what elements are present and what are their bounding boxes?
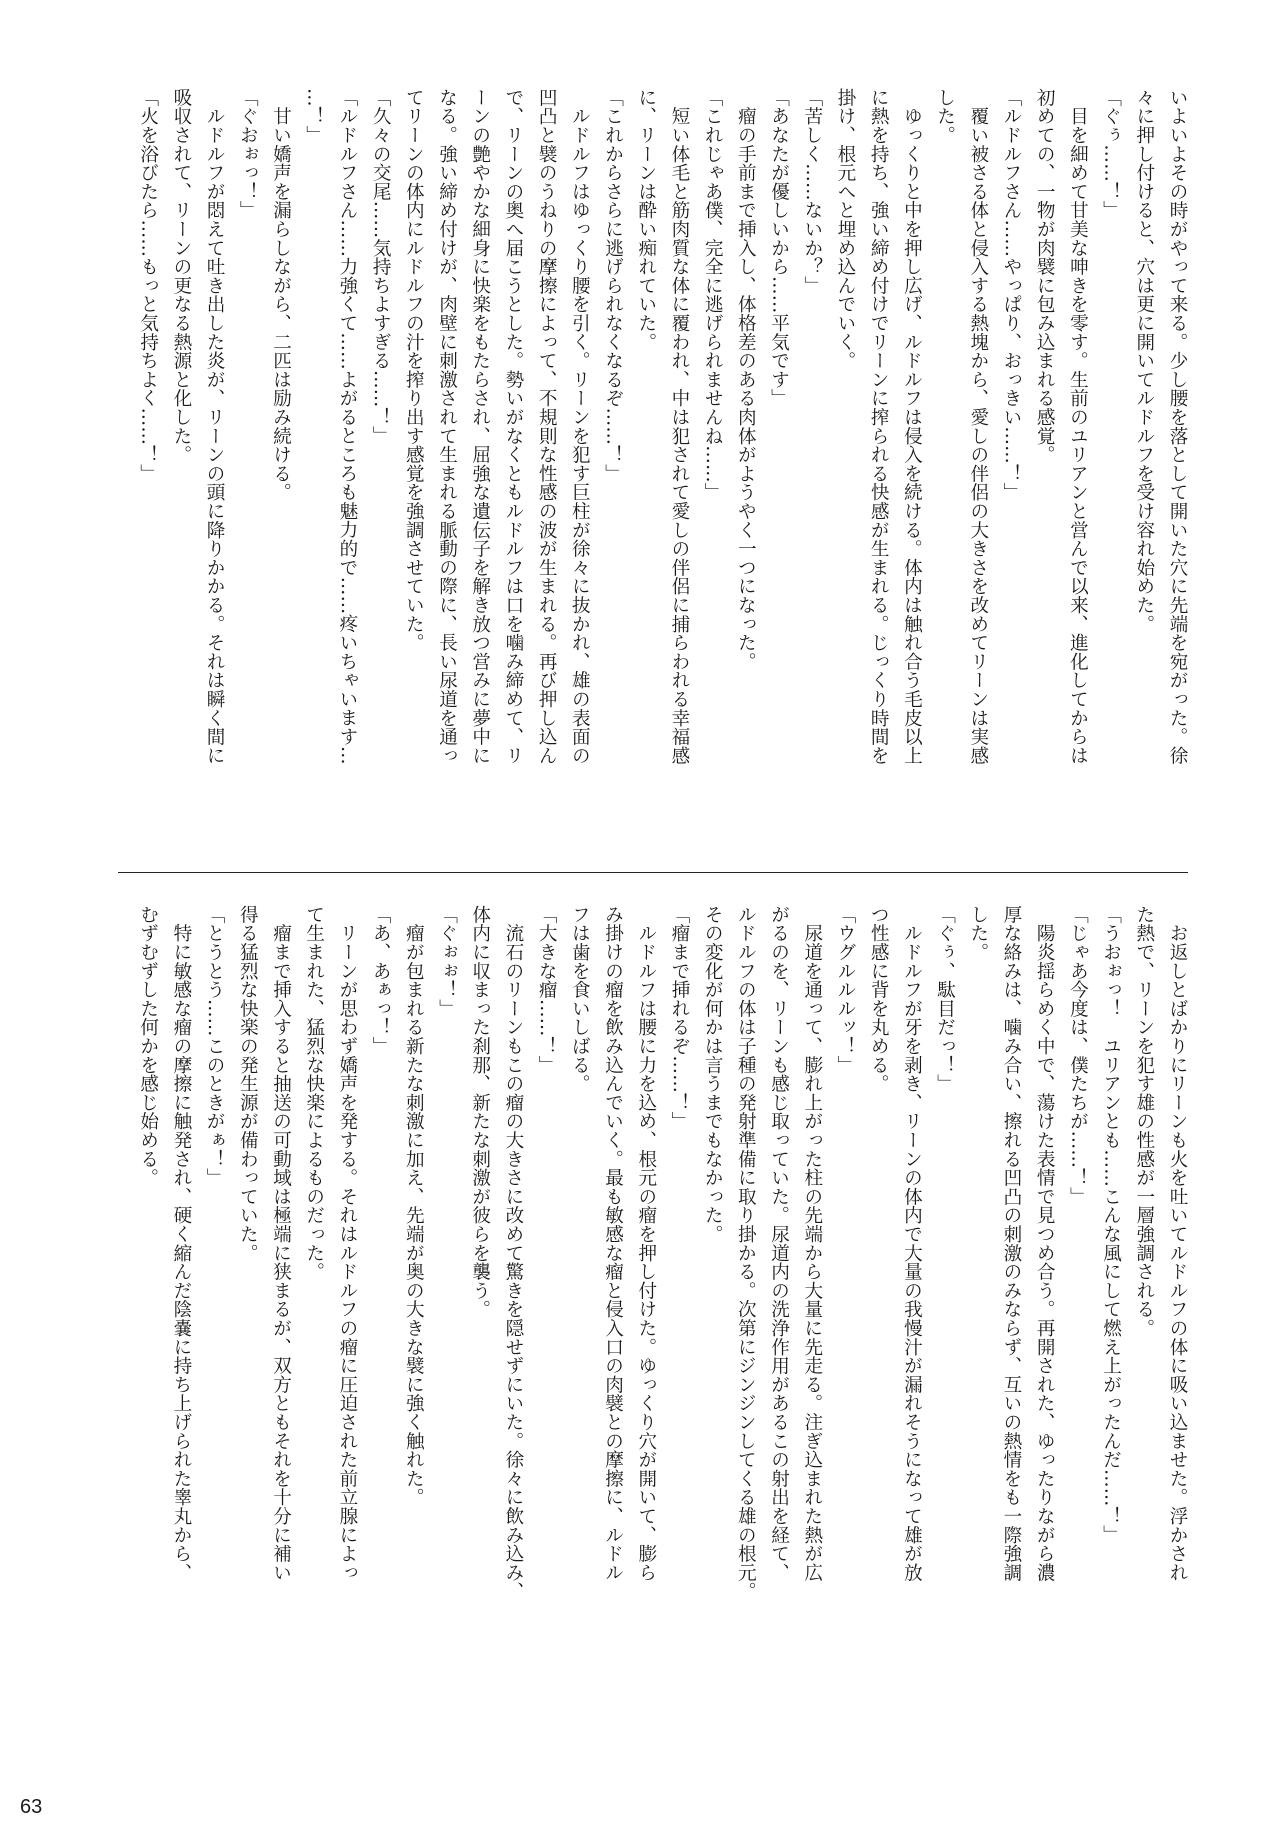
text-line: 「じゃあ今度は、僕たちが……！」 <box>1067 905 1089 1206</box>
text-line: つ性感に背を丸める。 <box>868 905 890 1093</box>
text-line: ルドルフは腰に力を込め、根元の瘤を押し付けた。ゆっくり穴が開いて、膨ら <box>635 905 657 1582</box>
text-line: ルドルフはゆっくり腰を引く。リーンを犯す巨柱が徐々に抜かれ、雄の表面の <box>569 88 591 765</box>
text-line: むずむずした何かを感じ始める。 <box>137 905 159 1187</box>
text-line: 「久々の交尾……気持ちよすぎる……！」 <box>370 88 392 446</box>
text-line: 「ぐぅ、駄目だっ！」 <box>934 905 956 1093</box>
text-line: いよいよその時がやって来る。少し腰を落として開いた穴に先端を宛がった。徐 <box>1167 88 1188 765</box>
text-line: 陽炎揺らめく中で、蕩けた表情で見つめ合う。再開された、ゆったりながら濃 <box>1034 905 1056 1582</box>
text-line: 尿道を通って、膨れ上がった柱の先端から大量に先走る。注ぎ込まれた熱が広 <box>801 905 823 1582</box>
text-line: 「苦しく……ないか？」 <box>801 88 823 295</box>
text-line: 瘤が包まれる新たな刺激に加え、先端が奥の大きな襞に強く触れた。 <box>403 905 425 1507</box>
text-line: ルドルフが牙を剥き、リーンの体内で大量の我慢汁が漏れそうになって雄が放 <box>901 905 923 1582</box>
text-line: 流石のリーンもこの瘤の大きさに改めて驚きを隠せずにいた。徐々に飲み込み、 <box>502 905 524 1601</box>
text-line: した。 <box>934 88 956 145</box>
text-line: リーンが思わず嬌声を発する。それはルドルフの瘤に圧迫された前立腺によっ <box>336 905 358 1582</box>
text-line: 々に押し付けると、穴は更に開いてルドルフを受け容れ始めた。 <box>1133 88 1155 634</box>
text-line: 「ウグルルルッ！」 <box>834 905 856 1075</box>
text-line: フは歯を食いしばる。 <box>569 905 591 1093</box>
text-block-top <box>132 88 1195 838</box>
text-line: てリーンの体内にルドルフの汁を搾り出す感覚を強調させていた。 <box>403 88 425 652</box>
text-line: て生まれた、猛烈な快楽によるものだった。 <box>303 905 325 1281</box>
text-line: 瘤の手前まで挿入し、体格差のある肉体がようやく一つになった。 <box>735 88 757 671</box>
text-line: た熱で、リーンを犯す雄の性感が一層強調される。 <box>1133 905 1155 1338</box>
text-line: ゆっくりと中を押し広げ、ルドルフは侵入を続ける。体内は触れ合う毛皮以上 <box>901 88 923 765</box>
section-divider <box>118 872 1188 873</box>
text-line: 掛け、根元へと埋め込んでいく。 <box>834 88 856 370</box>
page-number: 63 <box>20 1796 43 1818</box>
text-line: 初めての、一物が肉襞に包み込まれる感覚。 <box>1034 88 1056 464</box>
text-line: ーンの艶やかな細身に快楽をもたらされ、屈強な遺伝子を解き放つ営みに夢中に <box>469 88 491 765</box>
text-line: 吸収されて、リーンの更なる熱源と化した。 <box>170 88 192 464</box>
text-line: 「これからさらに逃げられなくなるぞ……！」 <box>602 88 624 483</box>
text-line: お返しとばかりにリーンも火を吐いてルドルフの体に吸い込ませた。浮かされ <box>1167 905 1188 1582</box>
text-line: み掛けの瘤を飲み込んでいく。最も敏感な瘤と侵入口の肉襞との摩擦に、ルドル <box>602 905 624 1582</box>
text-line: がるのを、リーンも感じ取っていた。尿道内の洗浄作用があるこの射出を経て、 <box>768 905 790 1582</box>
text-line: 「あ、あぁっ！」 <box>370 905 392 1056</box>
text-line: 瘤まで挿入すると抽送の可動域は極端に狭まるが、双方ともそれを十分に補い <box>270 905 292 1582</box>
text-line: 「大きな瘤……！」 <box>536 905 558 1075</box>
text-line: 目を細めて甘美な呻きを零す。生前のユリアンと営んで以来、進化してからは <box>1067 88 1089 765</box>
text-line: 「ぐぉぉ！」 <box>436 905 458 1018</box>
text-line: 短い体毛と筋肉質な体に覆われ、中は犯されて愛しの伴侶に捕らわれる幸福感 <box>668 88 690 765</box>
text-line: 「とうとう……このときがぁ！」 <box>204 905 226 1187</box>
text-line: した。 <box>967 905 989 962</box>
text-line: 「瘤まで挿れるぞ……！」 <box>668 905 690 1131</box>
text-line: 「火を浴びたら……もっと気持ちよく……！」 <box>137 88 159 483</box>
text-line: に熱を持ち、強い締め付けでリーンに搾られる快感が生まれる。じっくり時間を <box>868 88 890 765</box>
text-line: 体内に収まった刹那、新たな刺激が彼らを襲う。 <box>469 905 491 1319</box>
text-line: で、リーンの奥へ届こうとした。勢いがなくともルドルフは口を噛み締めて、リ <box>502 88 524 765</box>
text-line: …！」 <box>303 88 325 145</box>
text-line: 得る猛烈な快楽の発生源が備わっていた。 <box>237 905 259 1263</box>
text-line: ルドルフの体は子種の発射準備に取り掛かる。次第にジンジンしてくる雄の根元。 <box>735 905 757 1601</box>
text-line: 凹凸と襞のうねりの摩擦によって、不規則な性感の波が生まれる。再び押し込ん <box>536 88 558 765</box>
text-line: その変化が何かは言うまでもなかった。 <box>702 905 724 1244</box>
text-line: ルドルフが悶えて吐き出した炎が、リーンの頭に降りかかる。それは瞬く間に <box>204 88 226 765</box>
text-line: 「これじゃあ僕、完全に逃げられませんね……」 <box>702 88 724 502</box>
text-line: 甘い嬌声を漏らしながら、二匹は励み続ける。 <box>270 88 292 502</box>
text-line: 「ルドルフさん……やっぱり、おっきい……！」 <box>1000 88 1022 502</box>
text-line: 特に敏感な瘤の摩擦に触発され、硬く縮んだ陰嚢に持ち上げられた睾丸から、 <box>170 905 192 1582</box>
text-line: なる。強い締め付けが、肉壁に刺激されて生まれる脈動の際に、長い尿道を通っ <box>436 88 458 765</box>
text-line: 「あなたが優しいから……平気です」 <box>768 88 790 408</box>
text-block-bottom <box>132 905 1195 1665</box>
text-line: 覆い被さる体と侵入する熱塊から、愛しの伴侶の大きさを改めてリーンは実感 <box>967 88 989 765</box>
text-line: 「ルドルフさん……力強くて……よがるところも魅力的で……疼いちゃいます… <box>336 88 358 765</box>
text-line: 厚な絡みは、噛み合い、擦れる凹凸の刺激のみならず、互いの熱情をも一際強調 <box>1000 905 1022 1582</box>
text-line: に、リーンは酔い痴れていた。 <box>635 88 657 352</box>
text-line: 「うおぉっ！ ユリアンとも……こんな風にして燃え上がったんだ……！」 <box>1100 905 1122 1545</box>
text-line: 「ぐおぉっ！」 <box>237 88 259 220</box>
text-line: 「ぐぅ……！」 <box>1100 88 1122 220</box>
